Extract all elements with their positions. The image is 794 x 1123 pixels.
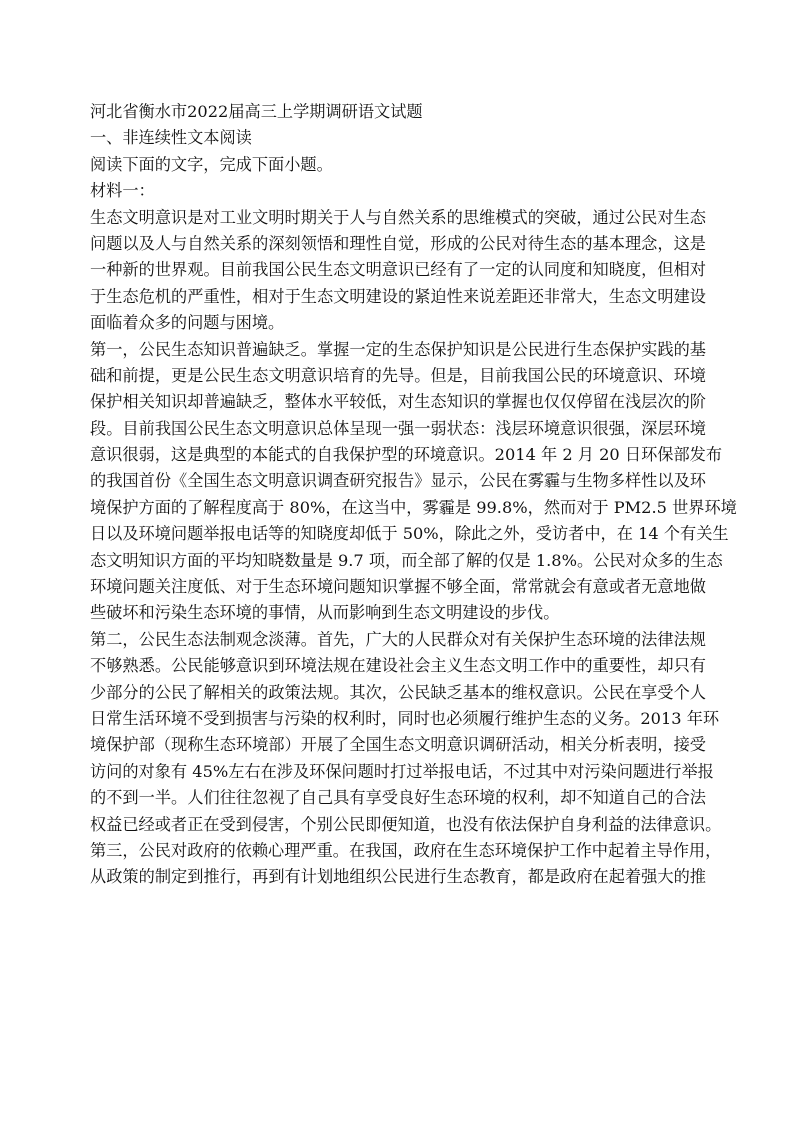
- paragraph-line: 保护相关知识却普遍缺乏，整体水平较低，对生态知识的掌握也仅仅停留在浅层次的阶: [90, 392, 706, 412]
- section-heading: 一、非连续性文本阅读: [90, 128, 252, 148]
- paragraph-line: 段。目前我国公民生态文明意识总体呈现一强一弱状态：浅层环境意识很强，深层环境: [90, 418, 706, 438]
- document-title: 河北省衡水市2022届高三上学期调研语文试题: [90, 102, 423, 121]
- paragraph-2: [90, 337, 737, 627]
- paragraph-line: 些破坏和污染生态环境的事情，从而影响到生态文明建设的步伐。: [90, 603, 560, 623]
- paragraph-line: 从政策的制定到推行，再到有计划地组织公民进行生态教育，都是政府在起着强大的推: [90, 867, 706, 887]
- reading-instruction: 阅读下面的文字，完成下面小题。: [90, 154, 333, 174]
- paragraph-line: 意识很弱，这是典型的本能式的自我保护型的环境意识。2014 年 2 月 20 日环保部发布: [90, 445, 723, 465]
- paragraph-1: [90, 205, 706, 337]
- paragraph-line: 境保护部（现称生态环境部）开展了全国生态文明意识调研活动，相关分析表明，接受: [90, 735, 706, 755]
- document-page: [90, 99, 737, 891]
- paragraph-line: 生态文明意识是对工业文明时期关于人与自然关系的思维模式的突破，通过公民对生态: [90, 207, 706, 227]
- paragraph-line: 问题以及人与自然关系的深刻领悟和理性自觉，形成的公民对待生态的基本理念，这是: [90, 233, 706, 253]
- paragraph-line: 日常生活环境不受到损害与污染的权利时，同时也必须履行维护生态的义务。2013 年环: [90, 708, 720, 728]
- material-label: 材料一：: [90, 181, 155, 201]
- paragraph-line: 权益已经或者正在受到侵害，个别公民即便知道，也没有依法保护自身利益的法律意识。: [90, 814, 722, 834]
- paragraph-line: 的不到一半。人们往往忽视了自己具有享受良好生态环境的权利，却不知道自己的合法: [90, 788, 706, 808]
- paragraph-3: [90, 627, 722, 838]
- paragraph-line: 环境问题关注度低、对于生态环境问题知识掌握不够全面，常常就会有意或者无意地做: [90, 577, 706, 597]
- paragraph-line: 第一，公民生态知识普遍缺乏。掌握一定的生态保护知识是公民进行生态保护实践的基: [90, 339, 706, 359]
- paragraph-4: [90, 838, 722, 891]
- paragraph-line: 础和前提，更是公民生态文明意识培育的先导。但是，目前我国公民的环境意识、环境: [90, 365, 706, 385]
- paragraph-line: 态文明知识方面的平均知晓数量是 9.7 项，而全部了解的仅是 1.8%。公民对众多的生态: [90, 550, 723, 570]
- paragraph-line: 第三，公民对政府的依赖心理严重。在我国，政府在生态环境保护工作中起着主导作用，: [90, 840, 722, 860]
- paragraph-line: 的我国首份《全国生态文明意识调查研究报告》显示，公民在雾霾与生物多样性以及环: [90, 471, 706, 491]
- paragraph-line: 访问的对象有 45%左右在涉及环保问题时打过举报电话，不过其中对污染问题进行举报: [90, 761, 714, 781]
- paragraph-line: 面临着众多的问题与困境。: [90, 313, 285, 333]
- paragraph-line: 第二，公民生态法制观念淡薄。首先，广大的人民群众对有关保护生态环境的法律法规: [90, 629, 706, 649]
- paragraph-line: 于生态危机的严重性，相对于生态文明建设的紧迫性来说差距还非常大，生态文明建设: [90, 286, 706, 306]
- paragraph-line: 日以及环境问题举报电话等的知晓度却低于 50%，除此之外，受访者中，在 14 个有关生: [90, 524, 729, 544]
- paragraph-line: 境保护方面的了解程度高于 80%，在这当中，雾霾是 99.8%，然而对于 PM2.5 世界环境: [90, 497, 737, 517]
- paragraph-line: 少部分的公民了解相关的政策法规。其次，公民缺乏基本的维权意识。公民在享受个人: [90, 682, 706, 702]
- paragraph-line: 不够熟悉。公民能够意识到环境法规在建设社会主义生态文明工作中的重要性，却只有: [90, 656, 706, 676]
- paragraph-line: 一种新的世界观。目前我国公民生态文明意识已经有了一定的认同度和知晓度，但相对: [90, 260, 706, 280]
